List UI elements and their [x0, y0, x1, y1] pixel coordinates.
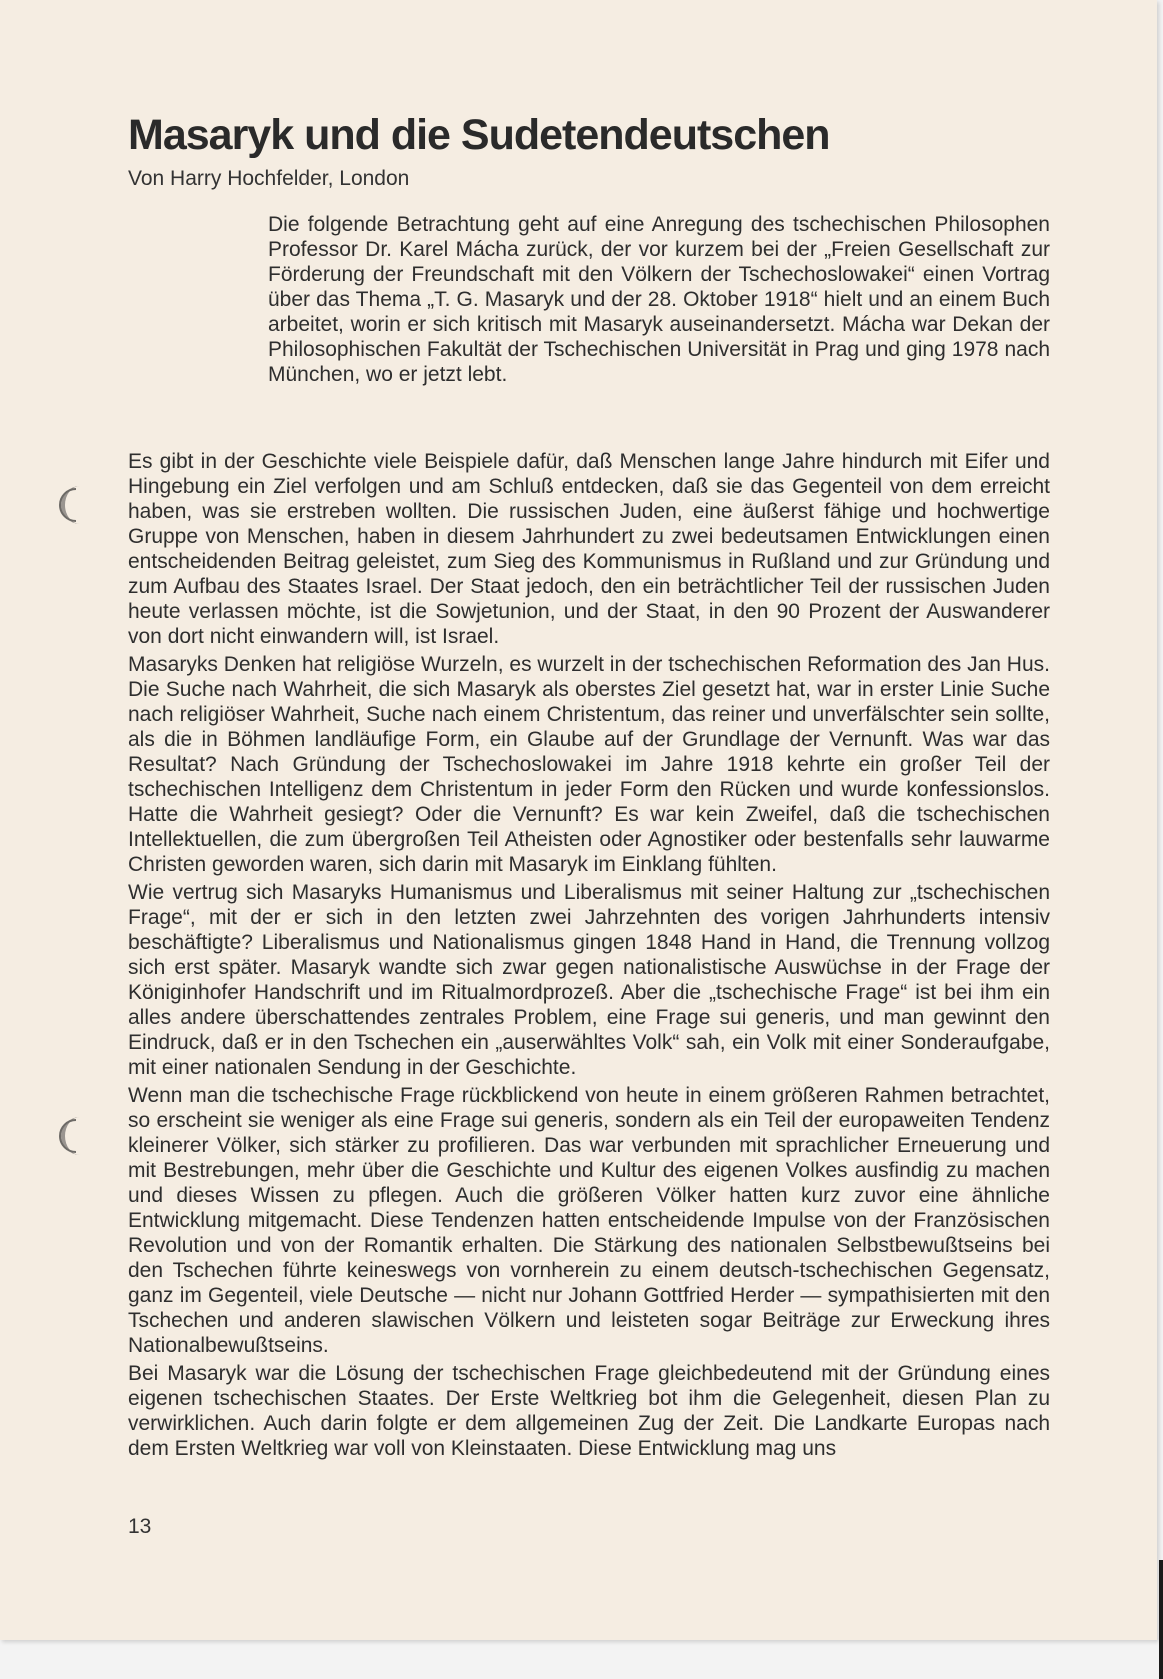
body-paragraph: Es gibt in der Geschichte viele Beispiele dafür, daß Menschen lange Jahre hindurch mit Eifer und Hingebung ein Ziel verfolgen und am Schluß entdecken, daß sie das Gegenteil von dem erreicht haben, was sie erstreben wollten. Die russischen Juden, eine äußerst fähige und hochwertige Gruppe von Menschen, haben in diesem Jahrhundert zu zwei bedeutsamen Entwicklungen einen entscheidenden Beitrag geleistet, zum Sieg des Kommunismus in Rußland und zur Gründung und zum Aufbau des Staates Israel. Der Staat jedoch, den ein beträchtlicher Teil der russischen Juden heute verlassen möchte, ist die Sowjetunion, und der Staat, in den 90 Prozent der Auswanderer von dort nicht einwandern will, ist Israel.: [128, 450, 1050, 648]
page-edge-mark: [1159, 1560, 1163, 1679]
article-body: [128, 449, 1050, 1464]
punch-hole-icon: [50, 482, 90, 528]
page-number: 13: [128, 1515, 152, 1538]
body-paragraph: Wie vertrug sich Masaryks Humanismus und Liberalismus mit seiner Haltung zur „tschechischen Frage“, mit der er sich in den letzten zwei Jahrzehnten des vorigen Jahrhunderts intensiv beschäftigte? Liberalismus und Nationalismus gingen 1848 Hand in Hand, die Trennung vollzog sich erst später. Masaryk wandte sich zwar gegen nationalistische Auswüchse in der Frage der Königinhofer Handschrift und im Ritualmordprozeß. Aber die „tschechische Frage“ ist bei ihm ein alles andere überschattendes zentrales Problem, eine Frage sui generis, und man gewinnt den Eindruck, daß er in den Tschechen ein „auserwähltes Volk“ sah, ein Volk mit einer Sonderaufgabe, mit einer nationalen Sendung in der Geschichte.: [128, 881, 1050, 1079]
article-title: Masaryk und die Sudetendeutschen: [128, 111, 830, 159]
article-intro: Die folgende Betrachtung geht auf eine Anregung des tschechischen Philosophen Professor Dr. Karel Mácha zurück, der vor kurzem bei der „Freien Gesellschaft zur Förderung der Freundschaft mit den Völkern der Tschechoslowakei“ einen Vortrag über das Thema „T. G. Masaryk und der 28. Oktober 1918“ hielt und an einem Buch arbeitet, worin er sich kritisch mit Masaryk auseinandersetzt. Mácha war Dekan der Philosophischen Fakultät der Tschechischen Universität in Prag und ging 1978 nach München, wo er jetzt lebt.: [268, 213, 1050, 386]
body-paragraph: Masaryks Denken hat religiöse Wurzeln, es wurzelt in der tschechischen Reformation des Jan Hus. Die Suche nach Wahrheit, die sich Masaryk als oberstes Ziel gesetzt hat, war in erster Linie Suche nach religiöser Wahrheit, Suche nach einem Christentum, das reiner und unverfälschter sein sollte, als die in Böhmen landläufige Form, ein Glaube auf der Grundlage der Vernunft. Was war das Resultat? Nach Gründung der Tschechoslowakei im Jahre 1918 kehrte ein großer Teil der tschechischen Intelligenz dem Christentum in jeder Form den Rücken und wurde konfessionslos. Hatte die Wahrheit gesiegt? Oder die Vernunft? Es war kein Zweifel, daß die tschechischen Intellektuellen, die zum übergroßen Teil Atheisten oder Agnostiker oder bestenfalls sehr lauwarme Christen geworden waren, sich darin mit Masaryk im Einklang fühlten.: [128, 653, 1050, 876]
body-paragraph: Wenn man die tschechische Frage rückblickend von heute in einem größeren Rahmen betrachtet, so erscheint sie weniger als eine Frage sui generis, sondern als ein Teil der europaweiten Tendenz kleinerer Völker, sich stärker zu profilieren. Das war verbunden mit sprachlicher Erneuerung und mit Bestrebungen, mehr über die Geschichte und Kultur des eigenen Volkes ausfindig zu machen und dieses Wissen zu pflegen. Auch die größeren Völker hatten kurz zuvor eine ähnliche Entwicklung mitgemacht. Diese Tendenzen hatten entscheidende Impulse von der Französischen Revolution und von der Romantik erhalten. Die Stärkung des nationalen Selbstbewußtseins bei den Tschechen führte keineswegs von vornherein zu einem deutsch-tschechischen Gegensatz, ganz im Gegenteil, viele Deutsche — nicht nur Johann Gottfried Herder — sympathisierten mit den Tschechen und anderen slawischen Völkern und leisteten sogar Beiträge zur Erweckung ihres Nationalbewußtseins.: [128, 1084, 1050, 1357]
punch-hole-icon: [50, 1113, 90, 1159]
body-paragraph: Bei Masaryk war die Lösung der tschechischen Frage gleichbedeutend mit der Gründung eines eigenen tschechischen Staates. Der Erste Weltkrieg bot ihm die Gelegenheit, diesen Plan zu verwirklichen. Auch darin folgte er dem allgemeinen Zug der Zeit. Die Landkarte Europas nach dem Ersten Weltkrieg war voll von Kleinstaaten. Diese Entwicklung mag uns: [128, 1362, 1050, 1460]
article-byline: Von Harry Hochfelder, London: [128, 167, 410, 190]
